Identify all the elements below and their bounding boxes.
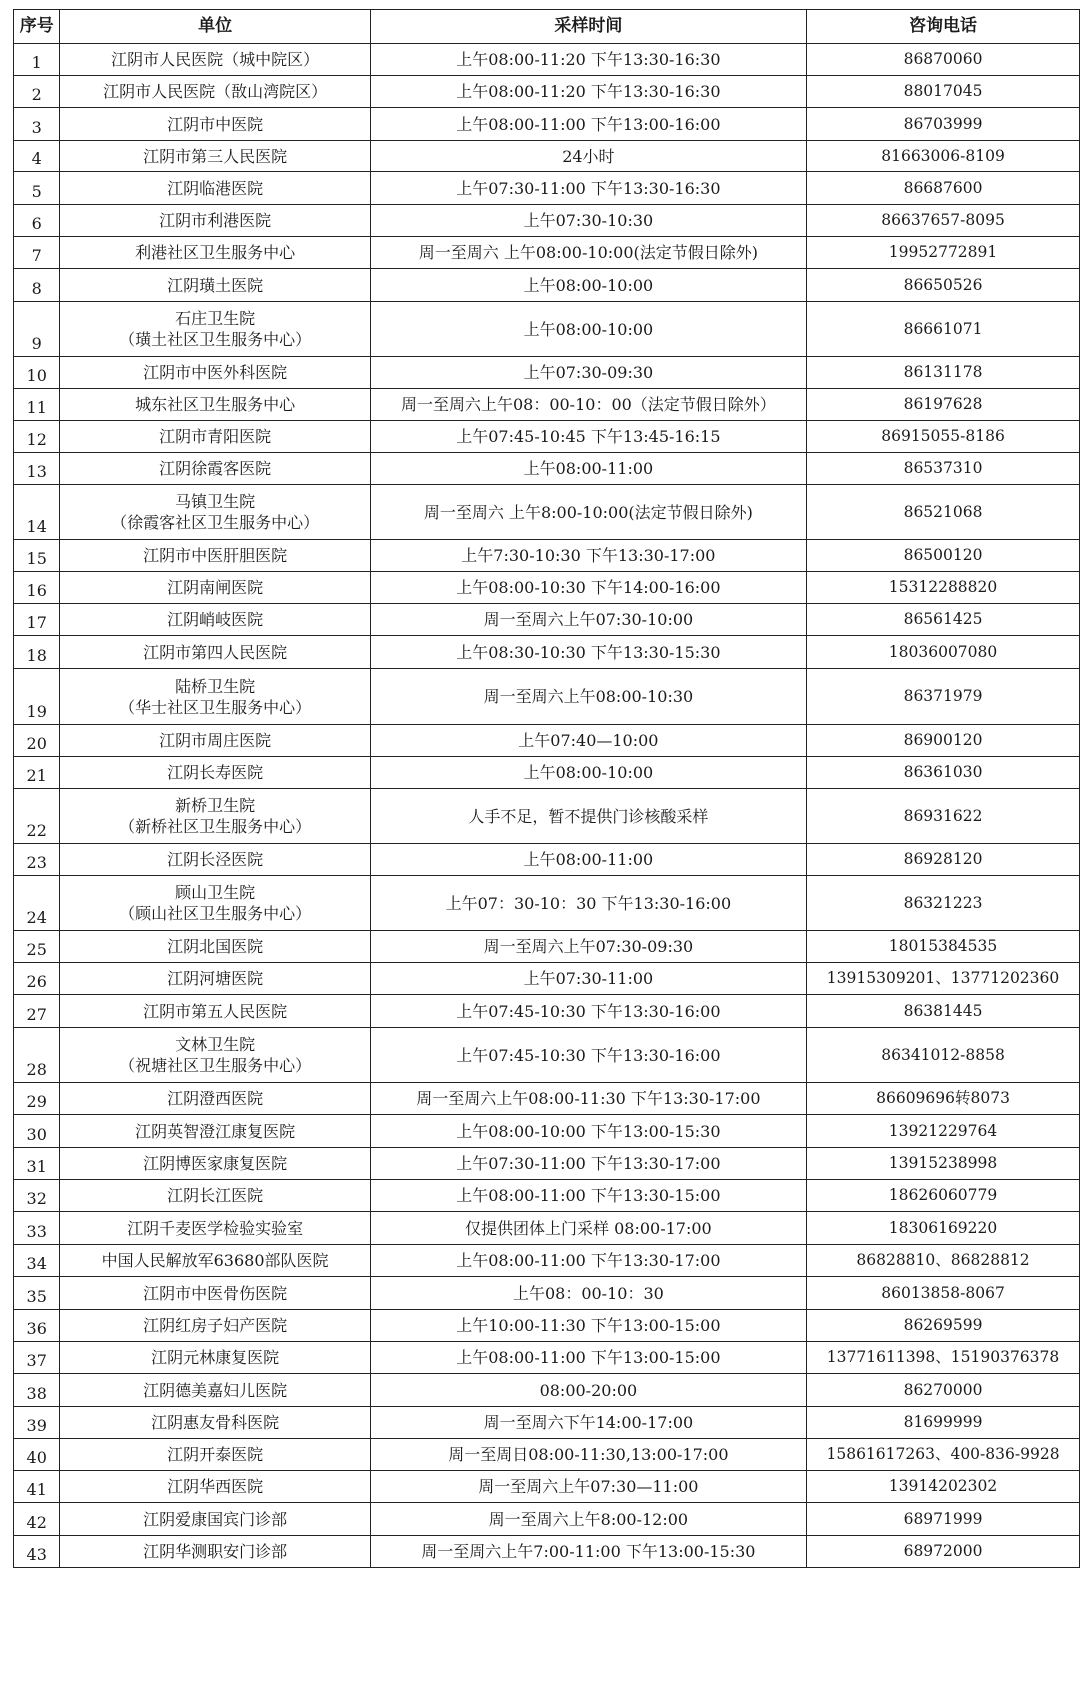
cell-consult-phone: 86931622: [807, 789, 1080, 844]
cell-unit: [60, 1407, 370, 1439]
cell-unit: [60, 1342, 370, 1374]
cell-serial-no: 37: [14, 1342, 60, 1374]
cell-unit: [60, 205, 370, 237]
cell-sampling-time: 上午07:30-11:00 下午13:30-17:00: [370, 1148, 806, 1180]
sampling-sites-table: [13, 9, 1080, 1568]
unit-name: 江阴市利港医院: [159, 211, 272, 230]
unit-name: 江阴市周庄医院: [159, 731, 272, 750]
table-row: [14, 237, 1080, 269]
unit-name: 江阴长江医院: [167, 1186, 264, 1205]
cell-consult-phone: 15312288820: [807, 572, 1080, 604]
cell-unit: [60, 172, 370, 205]
cell-unit: [60, 269, 370, 302]
cell-sampling-time: 周一至周六上午08:00-11:30 下午13:30-17:00: [370, 1083, 806, 1115]
cell-unit: [60, 1503, 370, 1536]
cell-consult-phone: 81663006-8109: [807, 141, 1080, 172]
cell-serial-no: 19: [14, 669, 60, 725]
cell-unit: [60, 1212, 370, 1245]
cell-serial-no: 10: [14, 357, 60, 389]
cell-sampling-time: 上午08:00-11:00 下午13:30-15:00: [370, 1180, 806, 1212]
cell-unit: [60, 963, 370, 995]
cell-consult-phone: 86928120: [807, 844, 1080, 876]
unit-name: 利港社区卫生服务中心: [135, 243, 296, 262]
table-row: [14, 1503, 1080, 1536]
cell-consult-phone: 19952772891: [807, 237, 1080, 269]
cell-consult-phone: 86637657-8095: [807, 205, 1080, 237]
cell-sampling-time: 周一至周六上午08：00-10：00（法定节假日除外）: [370, 389, 806, 421]
unit-name: 江阴红房子妇产医院: [143, 1316, 288, 1335]
table-row: [14, 1212, 1080, 1245]
cell-serial-no: 34: [14, 1245, 60, 1277]
unit-subname: （顾山社区卫生服务中心）: [119, 904, 312, 923]
cell-unit: [60, 1148, 370, 1180]
cell-consult-phone: 86341012-8858: [807, 1028, 1080, 1083]
table-row: [14, 108, 1080, 141]
cell-unit: [60, 1471, 370, 1503]
header-serial-no: 序号: [14, 10, 60, 44]
cell-sampling-time: 仅提供团体上门采样 08:00-17:00: [370, 1212, 806, 1245]
cell-consult-phone: 86269599: [807, 1310, 1080, 1342]
cell-consult-phone: 86609696转8073: [807, 1083, 1080, 1115]
unit-name: 江阴璜土医院: [167, 275, 264, 295]
unit-name: 中国人民解放军63680部队医院: [101, 1251, 329, 1270]
table-row: [14, 357, 1080, 389]
table-row: [14, 485, 1080, 540]
cell-consult-phone: 13914202302: [807, 1471, 1080, 1503]
cell-serial-no: 41: [14, 1471, 60, 1503]
unit-subname: （徐霞客社区卫生服务中心）: [111, 513, 320, 532]
cell-unit: [60, 76, 370, 108]
unit-name: 江阴市人民医院（敔山湾院区）: [103, 82, 328, 101]
cell-unit: [60, 1277, 370, 1310]
cell-unit: [60, 1083, 370, 1115]
cell-serial-no: 32: [14, 1180, 60, 1212]
header-row: [14, 10, 1080, 44]
cell-sampling-time: 上午08：00-10：30: [370, 1277, 806, 1310]
cell-sampling-time: 上午08:00-11:00 下午13:00-15:00: [370, 1342, 806, 1374]
cell-unit: [60, 1374, 370, 1407]
unit-name: 江阴徐霞客医院: [159, 459, 272, 478]
cell-sampling-time: 上午08:00-11:00 下午13:30-17:00: [370, 1245, 806, 1277]
cell-sampling-time: 周一至周六下午14:00-17:00: [370, 1407, 806, 1439]
cell-unit: [60, 108, 370, 141]
cell-serial-no: 40: [14, 1439, 60, 1471]
cell-unit: [60, 540, 370, 572]
table-row: [14, 1277, 1080, 1310]
cell-serial-no: 39: [14, 1407, 60, 1439]
cell-consult-phone: 86521068: [807, 485, 1080, 540]
unit-name: 新桥卫生院: [175, 796, 256, 815]
cell-sampling-time: 上午07:45-10:30 下午13:30-16:00: [370, 1028, 806, 1083]
cell-serial-no: 11: [14, 389, 60, 421]
unit-name: 江阴长寿医院: [167, 763, 264, 782]
cell-serial-no: 14: [14, 485, 60, 540]
unit-name: 江阴临港医院: [167, 178, 264, 198]
cell-consult-phone: 88017045: [807, 76, 1080, 108]
cell-unit: [60, 1310, 370, 1342]
cell-consult-phone: 18626060779: [807, 1180, 1080, 1212]
cell-consult-phone: 68972000: [807, 1536, 1080, 1568]
cell-consult-phone: 86900120: [807, 725, 1080, 757]
table-row: [14, 789, 1080, 844]
cell-serial-no: 7: [14, 237, 60, 269]
table-row: [14, 1148, 1080, 1180]
cell-unit: [60, 636, 370, 669]
cell-unit: [60, 572, 370, 604]
cell-sampling-time: 08:00-20:00: [370, 1374, 806, 1407]
cell-consult-phone: 86321223: [807, 876, 1080, 931]
cell-serial-no: 12: [14, 421, 60, 453]
cell-sampling-time: 上午08:00-11:00 下午13:00-16:00: [370, 108, 806, 141]
unit-name: 江阴澄西医院: [167, 1089, 264, 1108]
cell-serial-no: 3: [14, 108, 60, 141]
unit-name: 江阴华西医院: [167, 1477, 264, 1496]
cell-sampling-time: 周一至周日08:00-11:30,13:00-17:00: [370, 1439, 806, 1471]
unit-subname: （祝塘社区卫生服务中心）: [119, 1056, 312, 1075]
cell-unit: [60, 604, 370, 636]
cell-sampling-time: 上午7:30-10:30 下午13:30-17:00: [370, 540, 806, 572]
table-row: [14, 572, 1080, 604]
table-row: [14, 421, 1080, 453]
cell-serial-no: 25: [14, 931, 60, 963]
cell-unit: [60, 1439, 370, 1471]
cell-unit: [60, 995, 370, 1028]
table-row: [14, 669, 1080, 725]
cell-serial-no: 22: [14, 789, 60, 844]
unit-name: 江阴博医家康复医院: [143, 1154, 288, 1173]
cell-serial-no: 15: [14, 540, 60, 572]
unit-name: 陆桥卫生院: [175, 676, 256, 696]
cell-unit: [60, 1180, 370, 1212]
cell-consult-phone: 86703999: [807, 108, 1080, 141]
cell-consult-phone: 86500120: [807, 540, 1080, 572]
cell-serial-no: 35: [14, 1277, 60, 1310]
table-row: [14, 141, 1080, 172]
cell-sampling-time: 周一至周六上午07:30-09:30: [370, 931, 806, 963]
cell-consult-phone: 86381445: [807, 995, 1080, 1028]
cell-unit: [60, 237, 370, 269]
unit-name: 城东社区卫生服务中心: [135, 395, 296, 414]
cell-consult-phone: 86828810、86828812: [807, 1245, 1080, 1277]
cell-serial-no: 21: [14, 757, 60, 789]
unit-name: 顾山卫生院: [175, 883, 256, 902]
cell-sampling-time: 上午08:00-10:00 下午13:00-15:30: [370, 1115, 806, 1148]
table-row: [14, 172, 1080, 205]
cell-serial-no: 43: [14, 1536, 60, 1568]
unit-name: 江阴长泾医院: [167, 850, 264, 869]
table-row: [14, 1028, 1080, 1083]
unit-name: 江阴市人民医院（城中院区）: [111, 50, 320, 69]
unit-name: 马镇卫生院: [175, 492, 256, 511]
cell-serial-no: 23: [14, 844, 60, 876]
cell-sampling-time: 上午07:30-10:30: [370, 205, 806, 237]
cell-sampling-time: 周一至周六上午08:00-10:30: [370, 669, 806, 725]
cell-sampling-time: 上午07:30-11:00: [370, 963, 806, 995]
table-row: [14, 931, 1080, 963]
cell-sampling-time: 上午08:00-10:00: [370, 269, 806, 302]
cell-serial-no: 29: [14, 1083, 60, 1115]
cell-consult-phone: 18036007080: [807, 636, 1080, 669]
cell-sampling-time: 上午08:00-10:00: [370, 302, 806, 357]
cell-consult-phone: 13771611398、15190376378: [807, 1342, 1080, 1374]
cell-serial-no: 4: [14, 141, 60, 172]
cell-unit: [60, 141, 370, 172]
unit-subname: （新桥社区卫生服务中心）: [119, 817, 312, 836]
cell-sampling-time: 上午08:30-10:30 下午13:30-15:30: [370, 636, 806, 669]
table-header: [14, 10, 1080, 44]
cell-unit: [60, 453, 370, 485]
cell-sampling-time: 上午07:45-10:45 下午13:45-16:15: [370, 421, 806, 453]
cell-unit: [60, 389, 370, 421]
cell-consult-phone: 86361030: [807, 757, 1080, 789]
unit-name: 江阴千麦医学检验实验室: [127, 1218, 304, 1238]
cell-sampling-time: 24小时: [370, 141, 806, 172]
unit-name: 石庄卫生院: [175, 309, 256, 328]
cell-consult-phone: 86197628: [807, 389, 1080, 421]
unit-name: 江阴市中医院: [167, 114, 264, 134]
header-consult-phone: 咨询电话: [807, 10, 1080, 44]
cell-unit: [60, 1245, 370, 1277]
cell-consult-phone: 86915055-8186: [807, 421, 1080, 453]
cell-serial-no: 9: [14, 302, 60, 357]
cell-serial-no: 36: [14, 1310, 60, 1342]
cell-unit: [60, 931, 370, 963]
unit-subname: （华士社区卫生服务中心）: [119, 697, 312, 717]
unit-name: 江阴华测职安门诊部: [143, 1542, 288, 1561]
cell-serial-no: 42: [14, 1503, 60, 1536]
table-row: [14, 1342, 1080, 1374]
table-row: [14, 604, 1080, 636]
cell-unit: [60, 421, 370, 453]
table-row: [14, 1083, 1080, 1115]
unit-name: 江阴元林康复医院: [151, 1348, 280, 1367]
cell-sampling-time: 周一至周六上午7:00-11:00 下午13:00-15:30: [370, 1536, 806, 1568]
header-unit: 单位: [60, 10, 370, 44]
header-sampling-time: 采样时间: [370, 10, 806, 44]
cell-consult-phone: 86131178: [807, 357, 1080, 389]
unit-name: 江阴爱康国宾门诊部: [143, 1509, 288, 1529]
cell-sampling-time: 上午07:30-09:30: [370, 357, 806, 389]
cell-serial-no: 13: [14, 453, 60, 485]
cell-unit: [60, 876, 370, 931]
cell-unit: [60, 757, 370, 789]
cell-serial-no: 5: [14, 172, 60, 205]
unit-name: 江阴英智澄江康复医院: [135, 1121, 296, 1141]
cell-sampling-time: 上午08:00-11:00: [370, 844, 806, 876]
table-row: [14, 876, 1080, 931]
table-row: [14, 453, 1080, 485]
unit-name: 江阴市第三人民医院: [143, 146, 288, 166]
cell-sampling-time: 周一至周六上午07:30-10:00: [370, 604, 806, 636]
cell-unit: [60, 1028, 370, 1083]
table-row: [14, 1374, 1080, 1407]
table-row: [14, 269, 1080, 302]
cell-serial-no: 17: [14, 604, 60, 636]
cell-sampling-time: 上午07:40—10:00: [370, 725, 806, 757]
cell-serial-no: 31: [14, 1148, 60, 1180]
table-row: [14, 963, 1080, 995]
cell-sampling-time: 上午08:00-11:20 下午13:30-16:30: [370, 44, 806, 76]
cell-serial-no: 38: [14, 1374, 60, 1407]
table-row: [14, 995, 1080, 1028]
cell-sampling-time: 上午07:45-10:30 下午13:30-16:00: [370, 995, 806, 1028]
cell-serial-no: 6: [14, 205, 60, 237]
table-body: [14, 44, 1080, 1568]
unit-name: 江阴惠友骨科医院: [151, 1413, 280, 1432]
unit-name: 江阴南闸医院: [167, 578, 264, 597]
table-row: [14, 844, 1080, 876]
table-row: [14, 44, 1080, 76]
cell-unit: [60, 302, 370, 357]
unit-name: 江阴开泰医院: [167, 1445, 264, 1464]
unit-name: 江阴市中医肝胆医院: [143, 546, 288, 565]
cell-unit: [60, 357, 370, 389]
cell-unit: [60, 725, 370, 757]
unit-name: 江阴市第五人民医院: [143, 1001, 288, 1021]
table-row: [14, 389, 1080, 421]
table-row: [14, 76, 1080, 108]
table-row: [14, 1310, 1080, 1342]
table-row: [14, 757, 1080, 789]
cell-consult-phone: 68971999: [807, 1503, 1080, 1536]
cell-sampling-time: 上午07:30-11:00 下午13:30-16:30: [370, 172, 806, 205]
cell-consult-phone: 86870060: [807, 44, 1080, 76]
cell-unit: [60, 485, 370, 540]
cell-serial-no: 16: [14, 572, 60, 604]
cell-serial-no: 20: [14, 725, 60, 757]
table-row: [14, 1471, 1080, 1503]
table-row: [14, 540, 1080, 572]
table-row: [14, 1245, 1080, 1277]
cell-unit: [60, 844, 370, 876]
cell-consult-phone: 18015384535: [807, 931, 1080, 963]
cell-consult-phone: 86687600: [807, 172, 1080, 205]
cell-sampling-time: 周一至周六 上午08:00-10:00(法定节假日除外): [370, 237, 806, 269]
cell-unit: [60, 789, 370, 844]
unit-name: 江阴市第四人民医院: [143, 642, 288, 662]
cell-sampling-time: 上午08:00-11:20 下午13:30-16:30: [370, 76, 806, 108]
table-row: [14, 636, 1080, 669]
unit-name: 江阴北国医院: [167, 937, 264, 956]
cell-consult-phone: 86013858-8067: [807, 1277, 1080, 1310]
table-row: [14, 1115, 1080, 1148]
unit-name: 江阴市中医骨伤医院: [143, 1283, 288, 1303]
cell-sampling-time: 人手不足，暂不提供门诊核酸采样: [370, 789, 806, 844]
cell-serial-no: 33: [14, 1212, 60, 1245]
cell-sampling-time: 上午08:00-10:00: [370, 757, 806, 789]
cell-serial-no: 8: [14, 269, 60, 302]
unit-name: 江阴河塘医院: [167, 969, 264, 988]
cell-consult-phone: 86650526: [807, 269, 1080, 302]
table-row: [14, 302, 1080, 357]
cell-serial-no: 2: [14, 76, 60, 108]
cell-unit: [60, 44, 370, 76]
unit-name: 文林卫生院: [175, 1035, 256, 1054]
cell-sampling-time: 周一至周六上午8:00-12:00: [370, 1503, 806, 1536]
cell-sampling-time: 上午10:00-11:30 下午13:00-15:00: [370, 1310, 806, 1342]
cell-serial-no: 1: [14, 44, 60, 76]
cell-consult-phone: 13915309201、13771202360: [807, 963, 1080, 995]
cell-consult-phone: 81699999: [807, 1407, 1080, 1439]
table-row: [14, 1407, 1080, 1439]
unit-name: 江阴市中医外科医院: [143, 363, 288, 382]
cell-serial-no: 30: [14, 1115, 60, 1148]
cell-consult-phone: 13915238998: [807, 1148, 1080, 1180]
cell-serial-no: 24: [14, 876, 60, 931]
table-row: [14, 1180, 1080, 1212]
cell-serial-no: 27: [14, 995, 60, 1028]
unit-name: 江阴市青阳医院: [159, 427, 272, 446]
cell-consult-phone: 86661071: [807, 302, 1080, 357]
cell-consult-phone: 15861617263、400-836-9928: [807, 1439, 1080, 1471]
cell-unit: [60, 1536, 370, 1568]
table-row: [14, 1439, 1080, 1471]
cell-consult-phone: 18306169220: [807, 1212, 1080, 1245]
unit-name: 江阴德美嘉妇儿医院: [143, 1380, 288, 1400]
cell-consult-phone: 86270000: [807, 1374, 1080, 1407]
table-row: [14, 725, 1080, 757]
cell-consult-phone: 86537310: [807, 453, 1080, 485]
cell-sampling-time: 上午08:00-11:00: [370, 453, 806, 485]
cell-consult-phone: 86561425: [807, 604, 1080, 636]
cell-consult-phone: 86371979: [807, 669, 1080, 725]
cell-consult-phone: 13921229764: [807, 1115, 1080, 1148]
unit-subname: （璜土社区卫生服务中心）: [119, 330, 312, 349]
table-row: [14, 1536, 1080, 1568]
cell-sampling-time: 上午07：30-10：30 下午13:30-16:00: [370, 876, 806, 931]
table-row: [14, 205, 1080, 237]
cell-unit: [60, 669, 370, 725]
unit-name: 江阴峭岐医院: [167, 610, 264, 629]
cell-serial-no: 18: [14, 636, 60, 669]
cell-serial-no: 26: [14, 963, 60, 995]
cell-sampling-time: 上午08:00-10:30 下午14:00-16:00: [370, 572, 806, 604]
cell-unit: [60, 1115, 370, 1148]
cell-sampling-time: 周一至周六 上午8:00-10:00(法定节假日除外): [370, 485, 806, 540]
cell-serial-no: 28: [14, 1028, 60, 1083]
cell-sampling-time: 周一至周六上午07:30—11:00: [370, 1471, 806, 1503]
